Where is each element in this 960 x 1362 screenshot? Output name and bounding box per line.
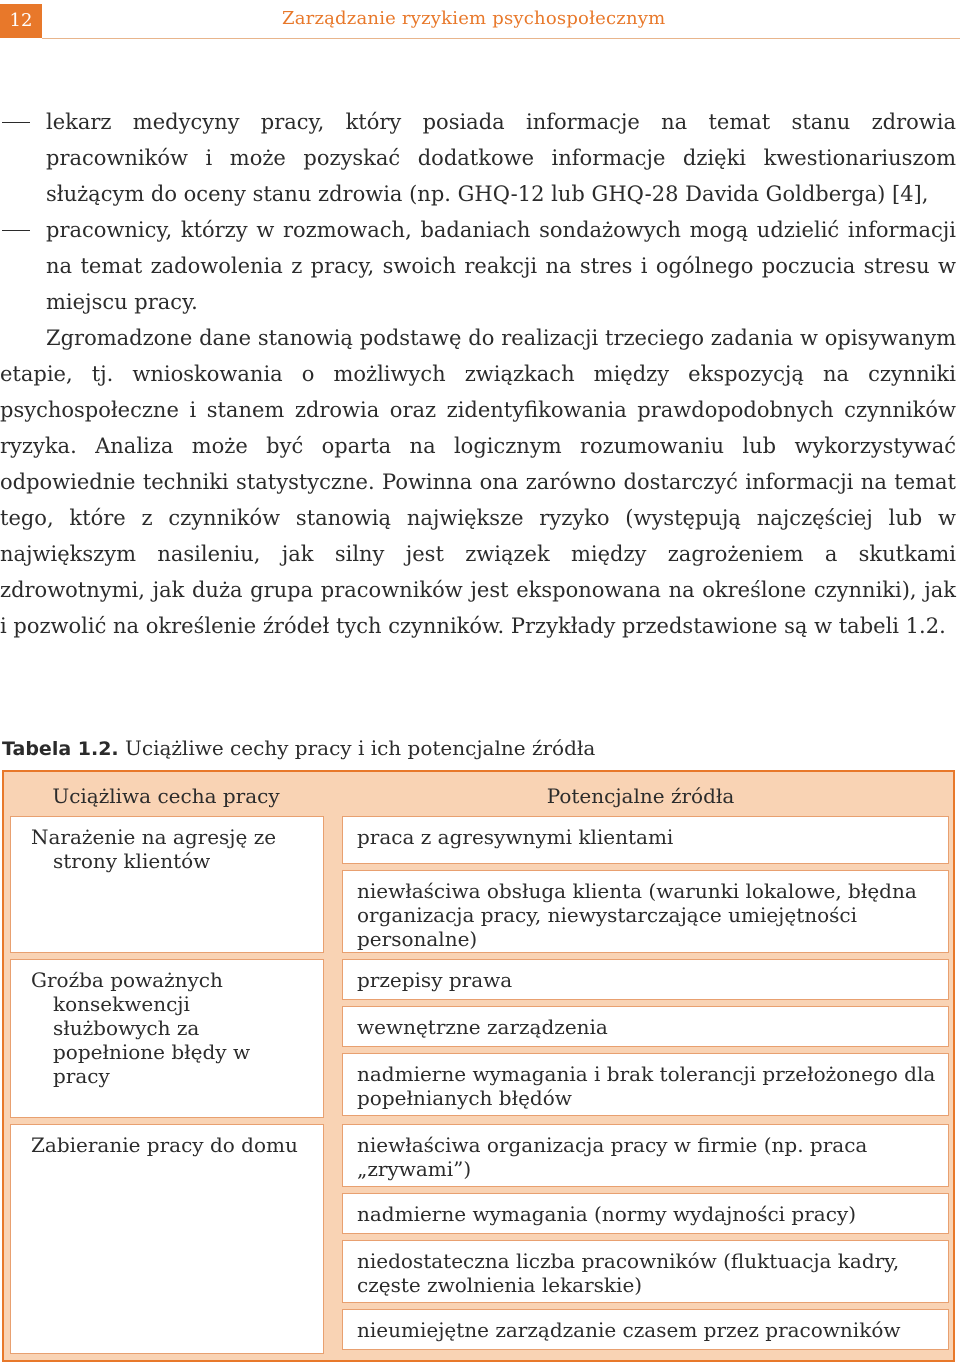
source-cell: niewłaściwa organizacja pracy w firmie (np. praca „zrywami”) [342,1124,949,1187]
source-cell: niewłaściwa obsługa klienta (warunki lokalowe, błędna organizacja pracy, niewystarczające umiejętności personalne) [342,870,949,953]
table-row [4,959,953,1124]
table-row [4,1124,953,1360]
table-row [4,816,953,959]
table-caption [2,736,595,760]
cause-cell: Narażenie na agresję ze strony klientów [10,816,324,953]
bullet-item: pracownicy, którzy w rozmowach, badaniach sondażowych mogą udzielić informacji na temat zadowolenia z pracy, swoich reakcji na stres i ogólnego poczucia stresu w miejscu pracy. [0,212,956,320]
source-cell: przepisy prawa [342,959,949,1000]
cause-cell: Groźba poważnych konsekwencji służbowych za popełnione błędy w pracy [10,959,324,1118]
header-rule [42,38,960,39]
running-title: Zarządzanie ryzykiem psychospołecznym [282,8,666,29]
column-header-sources: Potencjalne źródła [546,784,735,808]
body-paragraph: Zgromadzone dane stanowią podstawę do realizacji trzeciego zadania w opisywanym etapie, tj. wnioskowania o możliwych związkach między ekspozycją na czynniki psychospołeczne i stanem zdrowia oraz zidentyfikowania prawdopodobnych czynników ryzyka. Analiza może być oparta na logicznym rozumowaniu lub wykorzystywać odpowiednie techniki statystyczne. Powinna ona zarówno dostarczyć informacji na temat tego, które z czynników stanowią największe ryzyko (występują najczęściej lub w największym nasileniu, jak silny jest związek między zagrożeniem a skutkami zdrowotnymi, jak duża grupa pracowników jest eksponowana na określone czynniki), jak i pozwolić na określenie źródeł tych czynników. Przykłady przedstawione są w tabeli 1.2. [0,326,956,638]
bullet-item: lekarz medycyny pracy, który posiada informacje na temat stanu zdrowia pracowników i może pozyskać dodatkowe informacje dzięki kwestionariuszom służącym do oceny stanu zdrowia (np. GHQ-12 lub GHQ-28 Davida Goldberga) [4], [0,104,956,212]
page-header [0,0,960,42]
column-header-cause: Uciążliwa cecha pracy [52,784,280,808]
source-cell: praca z agresywnymi klientami [342,816,949,864]
page-number: 12 [0,4,42,38]
hazards-table [2,770,955,1362]
cause-cell: Zabieranie pracy do domu [10,1124,324,1354]
table-caption-text: Uciążliwe cechy pracy i ich potencjalne źródła [118,736,596,760]
table-header-row [4,772,953,816]
source-cell: nadmierne wymagania (normy wydajności pracy) [342,1193,949,1234]
source-cell: niedostateczna liczba pracowników (fluktuacja kadry, częste zwolnienia lekarskie) [342,1240,949,1303]
source-cell: nadmierne wymagania i brak tolerancji przełożonego dla popełnianych błędów [342,1053,949,1116]
source-cell: wewnętrzne zarządzenia [342,1006,949,1047]
source-cell: nieumiejętne zarządzanie czasem przez pracowników [342,1309,949,1350]
body-text [0,104,956,644]
table-caption-label: Tabela 1.2. [2,738,119,760]
